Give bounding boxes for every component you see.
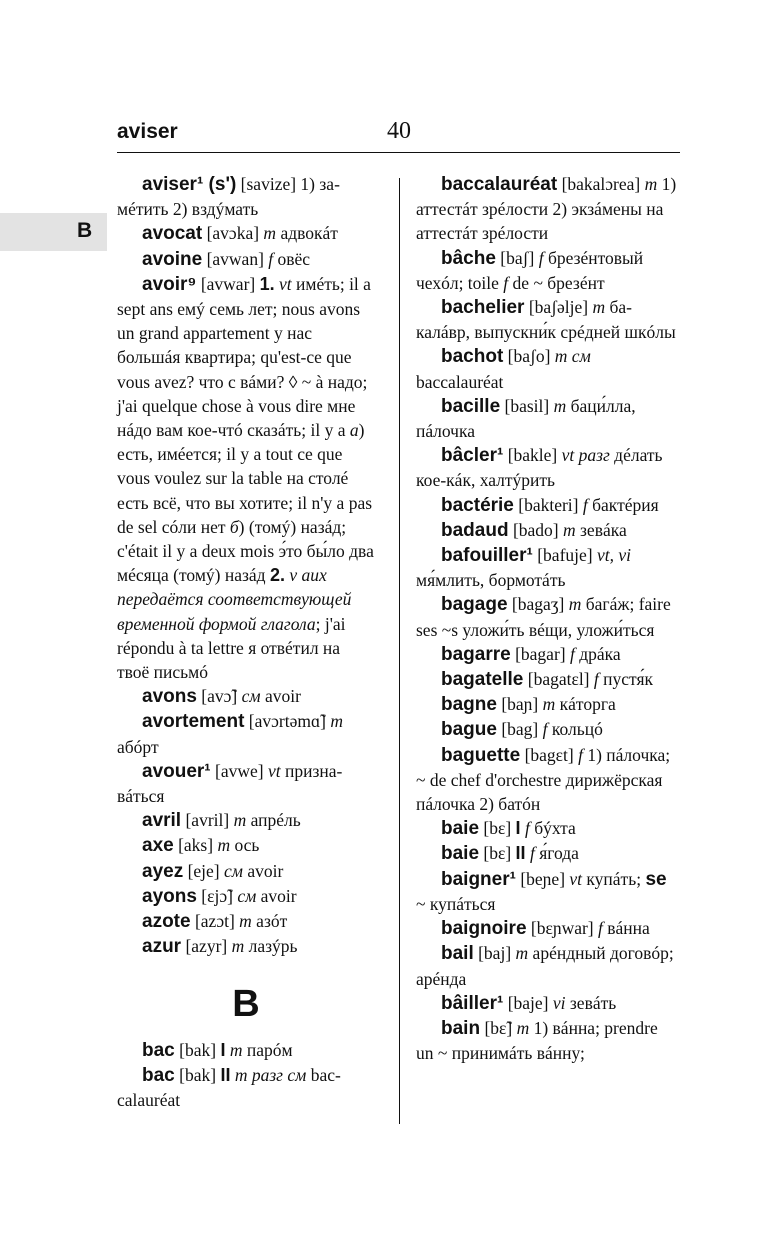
entry-text: [avwan] [202,248,269,269]
entry-text: [baʃo] [503,346,555,367]
entry-grammar-label: vt [569,868,583,889]
entry-headword: avons [142,686,197,708]
thumb-index-letter: B [77,219,93,242]
entry-grammar-label: vt [278,273,292,294]
dictionary-entry [416,1016,678,1065]
entry-text: баци́лла, пáлочка [416,395,636,442]
entry-grammar-label: f [578,744,583,765]
entry-grammar-label: m [516,1017,530,1038]
dictionary-entry [117,884,375,909]
entry-text: [avɔrtəmɑ̃] [244,711,331,732]
entry-headword: avril [142,810,182,832]
entry-text: [bakle] [503,445,562,466]
entry-headword: baguette [441,744,521,766]
entry-text: [bagar] [510,643,570,664]
entry-text: [bak] [174,1064,221,1085]
entry-headword: baignoire [441,918,527,940]
entry-text: [aks] [173,835,218,856]
entry-grammar-label: см [237,885,257,906]
entry-text: 1) пáлочка; ~ de chef d'orchestre дирижёрская пáлочка 2) батóн [416,744,671,815]
dictionary-entry [416,692,678,717]
entry-grammar-label: vt [267,760,281,781]
dictionary-entry [117,172,375,221]
page-number: 40 [387,118,411,144]
entry-text: лазýрь [244,936,298,957]
entry-text: [avril] [181,810,234,831]
entry-text: овёс [273,248,311,269]
dictionary-entry [416,493,678,518]
dictionary-entry [117,759,375,808]
entry-headword: bail [441,943,474,965]
entry-text: [beɲe] [515,868,570,889]
dictionary-entry [117,808,375,833]
entry-headword: baccalauréat [441,174,558,195]
entry-text: [bagaʒ] [507,594,569,615]
entry-text: avoir [260,686,301,707]
entry-grammar-label: vt разг [561,445,610,466]
dictionary-entry [117,859,375,884]
entry-grammar-label: f [593,669,599,690]
entry-text: [avɔ̃] [196,686,242,707]
entry-headword: aviser¹ (s') [142,174,237,195]
entry-headword: bactérie [441,494,514,516]
left-entry-list [117,172,375,960]
entry-text: avoir [242,860,284,881]
entry-headword: bagne [441,694,497,716]
entry-grammar-label: m [233,810,247,831]
entry-grammar-label: f [503,272,509,293]
entry-text: [bɛɲwar] [526,918,599,939]
entry-headword: bachot [441,346,504,368]
entry-grammar-label: vi [552,992,566,1013]
entry-text: [baɲ] [496,694,543,715]
entry-text: арéндный договóр; арéнда [416,943,674,989]
entry-text: [bɛ] [479,843,516,864]
entry-headword: bachelier [441,297,525,319]
entry-grammar-label: m [263,223,277,244]
dictionary-entry [117,684,375,709]
entry-grammar-label: f [542,719,548,740]
entry-headword: azote [142,911,191,933]
entry-text: [bagɛt] [520,744,579,765]
entry-sense-number: I [515,818,521,839]
dictionary-entry [117,709,375,758]
entry-grammar-label: m [568,594,582,615]
entry-text: avoir [256,885,297,906]
entry-text: ; j'ai répondu à ta lettre я отвéтил на твоё письмó [117,613,346,683]
entry-text: de ~ брезéнт [508,272,605,293]
entry-headword: bâiller¹ [441,992,504,1014]
dictionary-entry [117,934,375,959]
entry-headword: ayons [142,885,197,907]
entry-grammar-label: m [515,943,529,964]
entry-headword: bac [142,1064,175,1086]
entry-text: [bak] [174,1039,221,1060]
entry-text: [bagatɛl] [523,669,594,690]
entry-headword: bagage [441,594,508,616]
entry-text: ) (томý) назáд; c'était il y a deux mois э́то бы́ло два мéсяца (томý) назáд [117,516,374,586]
entry-text: [bag] [496,719,543,740]
entry-text: [baʃ] [495,247,539,268]
entry-headword: bâche [441,247,496,269]
dictionary-entry [416,543,678,592]
column-divider [399,178,400,1124]
entry-headword: baigner¹ [441,868,516,890]
left-b-entry-list [117,1038,375,1113]
entry-headword-continuation: se [645,868,667,890]
entry-text: [bakteri] [513,494,583,515]
dictionary-entry [416,867,678,916]
entry-text: дрáка [574,643,621,664]
dictionary-entry [117,221,375,246]
entry-headword: bacille [441,395,501,417]
entry-grammar-label: f [569,643,575,664]
entry-text: [azyr] [181,936,232,957]
dictionary-entry [416,991,678,1016]
entry-text: я́года [534,843,579,864]
page-header [117,118,680,153]
entry-headword: baie [441,818,480,840]
right-column [416,172,678,1065]
entry-text: бактéрия [587,494,659,515]
entry-headword: avoir⁹ [142,273,197,295]
dictionary-entry [117,1063,375,1112]
entry-sense-number: II [220,1064,231,1085]
entry-text: [bafuje] [532,545,597,566]
entry-headword: bagarre [441,643,511,665]
dictionary-entry [117,272,375,684]
dictionary-entry [117,833,375,858]
entry-headword: bague [441,719,497,741]
entry-headword: bâcler¹ [441,445,504,467]
entry-headword: bafouiller¹ [441,545,533,567]
entry-headword: axe [142,835,174,857]
entry-sense-number: I [220,1039,226,1060]
entry-grammar-label: m [231,936,245,957]
entry-grammar-label: m [330,711,343,732]
dictionary-entry [117,909,375,934]
dictionary-entry [416,344,678,393]
entry-text: парóм [242,1039,293,1060]
dictionary-entry [416,941,678,990]
dictionary-entry [416,717,678,742]
entry-grammar-label: f [582,494,588,515]
dictionary-entry [416,443,678,492]
entry-text: [bado] [508,519,563,540]
dictionary-entry [117,247,375,272]
entry-grammar-label: m [239,911,252,932]
entry-grammar-label: f [538,247,544,268]
dictionary-entry [416,592,678,641]
entry-text: купáть; [582,868,646,889]
entry-text: 1) вáнна; prendre un ~ принимáть вáнну; [416,1017,658,1064]
entry-sense-number: II [515,843,526,864]
entry-text: [baje] [503,992,553,1013]
dictionary-entry [416,172,678,246]
dictionary-entry [416,642,678,667]
left-column [117,172,375,1112]
entry-text: азóт [251,911,288,932]
entry-text: зевáть [565,992,617,1013]
dictionary-entry [416,295,678,344]
entry-grammar-label: f [268,248,274,269]
entry-headword: bain [441,1017,481,1039]
entry-text: 1) аттестáт зрéлости 2) экзáмены на аттестáт зрéлости [416,174,677,244]
entry-grammar-label: m [542,694,556,715]
entry-text: имéть; il a sept ans емý семь лет; nous avons un grand appartement у нас большáя квартира; qu'est-ce que vous avez? что с вáми? ◊ ~ à надо; j'ai quelque chose à vous dire мне нáдо вам кое-чтó сказáть; il y a [117,273,371,441]
entry-headword: baie [441,843,480,865]
entry-headword: avortement [142,711,245,733]
right-entry-list [416,172,678,1065]
entry-text: апрéль [246,810,301,831]
entry-headword: avouer¹ [142,760,211,782]
entry-text: зевáка [575,519,627,540]
entry-text: ~ купáться [416,893,496,914]
entry-text: baccalauréat [117,1064,341,1110]
entry-text: [azɔt] [190,911,240,932]
dictionary-entry [416,916,678,941]
entry-text: [bakalɔrea] [557,174,645,194]
entry-text: [basil] [500,395,554,416]
entry-grammar-label: f [598,918,603,939]
entry-text: [avwe] [210,760,268,781]
entry-text: признавáться [117,760,343,807]
entry-grammar-label: m [217,835,231,856]
entry-grammar-label: f [524,818,530,839]
section-letter: B [232,982,260,1025]
dictionary-entry [416,667,678,692]
entry-text: [baʃəlje] [524,297,593,318]
entry-text: мя́млить, бормотáть [416,570,566,591]
entry-text: baccalauréat [416,371,504,392]
entry-grammar-label: см [224,860,243,881]
entry-headword: badaud [441,519,509,541]
entry-grammar-label: см [241,686,261,707]
entry-text: [ɛjɔ̃] [196,885,238,906]
entry-text: [baj] [473,943,516,964]
entry-text: бýхта [529,818,576,839]
entry-text: бакалáвр, выпускни́к срéдней шкóлы [416,297,676,343]
entry-text: [eje] [183,860,225,881]
entry-headword: ayez [142,860,184,882]
dictionary-entry [416,518,678,543]
entry-sense-number: 2. [269,565,285,586]
entry-text: пустя́к [598,669,653,690]
dictionary-entry [416,246,678,295]
entry-text: [savize] 1) замéтить 2) вздýмать [117,174,340,220]
entry-grammar-label: m [229,1039,243,1060]
entry-headword: bagatelle [441,669,524,691]
running-head: aviser [117,120,178,143]
entry-grammar-label: m см [554,346,591,367]
entry-headword: avocat [142,223,203,245]
entry-text: кольцó [547,719,603,740]
entry-grammar-label: б [229,516,239,537]
entry-text: багáж; faire ses ~s уложи́ть вéщи, уложи́ться [416,594,671,640]
entry-grammar-label: vt, vi [596,545,631,566]
entry-grammar-label: f [529,843,535,864]
entry-text: абóрт [117,736,159,757]
dictionary-entry [117,1038,375,1063]
entry-grammar-label: a [349,420,359,441]
entry-grammar-label: m [563,519,576,540]
entry-headword: azur [142,936,182,958]
entry-text: [avwar] [196,273,260,294]
entry-grammar-label: v aux передаётся соответствующей временной формой глагола [117,565,352,634]
entry-text: дéлать кое-кáк, халтýрить [416,445,663,491]
entry-grammar-label: m [644,174,658,194]
entry-text: [bɛ] [479,818,516,839]
entry-grammar-label: m [592,297,606,318]
thumb-index-tab [0,213,107,251]
entry-text: вáнна [602,918,650,939]
entry-text: [avɔka] [202,223,264,244]
entry-sense-number: 1. [259,273,275,294]
dictionary-entry [416,816,678,841]
entry-headword: bac [142,1039,175,1061]
dictionary-entry [416,743,678,817]
entry-text: [bɛ̃] [480,1017,517,1038]
entry-grammar-label: m разг см [234,1064,307,1085]
entry-headword: avoine [142,248,203,270]
entry-text: ) есть, имéется; il y a tout ce que vous voulez sur la table на столé есть всё, что вы хотите; il n'y a pas de sel сóли нет [117,420,373,537]
entry-text: адвокáт [276,223,338,244]
entry-grammar-label: m [553,395,567,416]
dictionary-entry [416,841,678,866]
entry-text: брезéнтовый чехóл; toile [416,247,644,293]
entry-text: кáторга [555,694,616,715]
entry-text: ось [230,835,260,856]
dictionary-entry [416,394,678,443]
